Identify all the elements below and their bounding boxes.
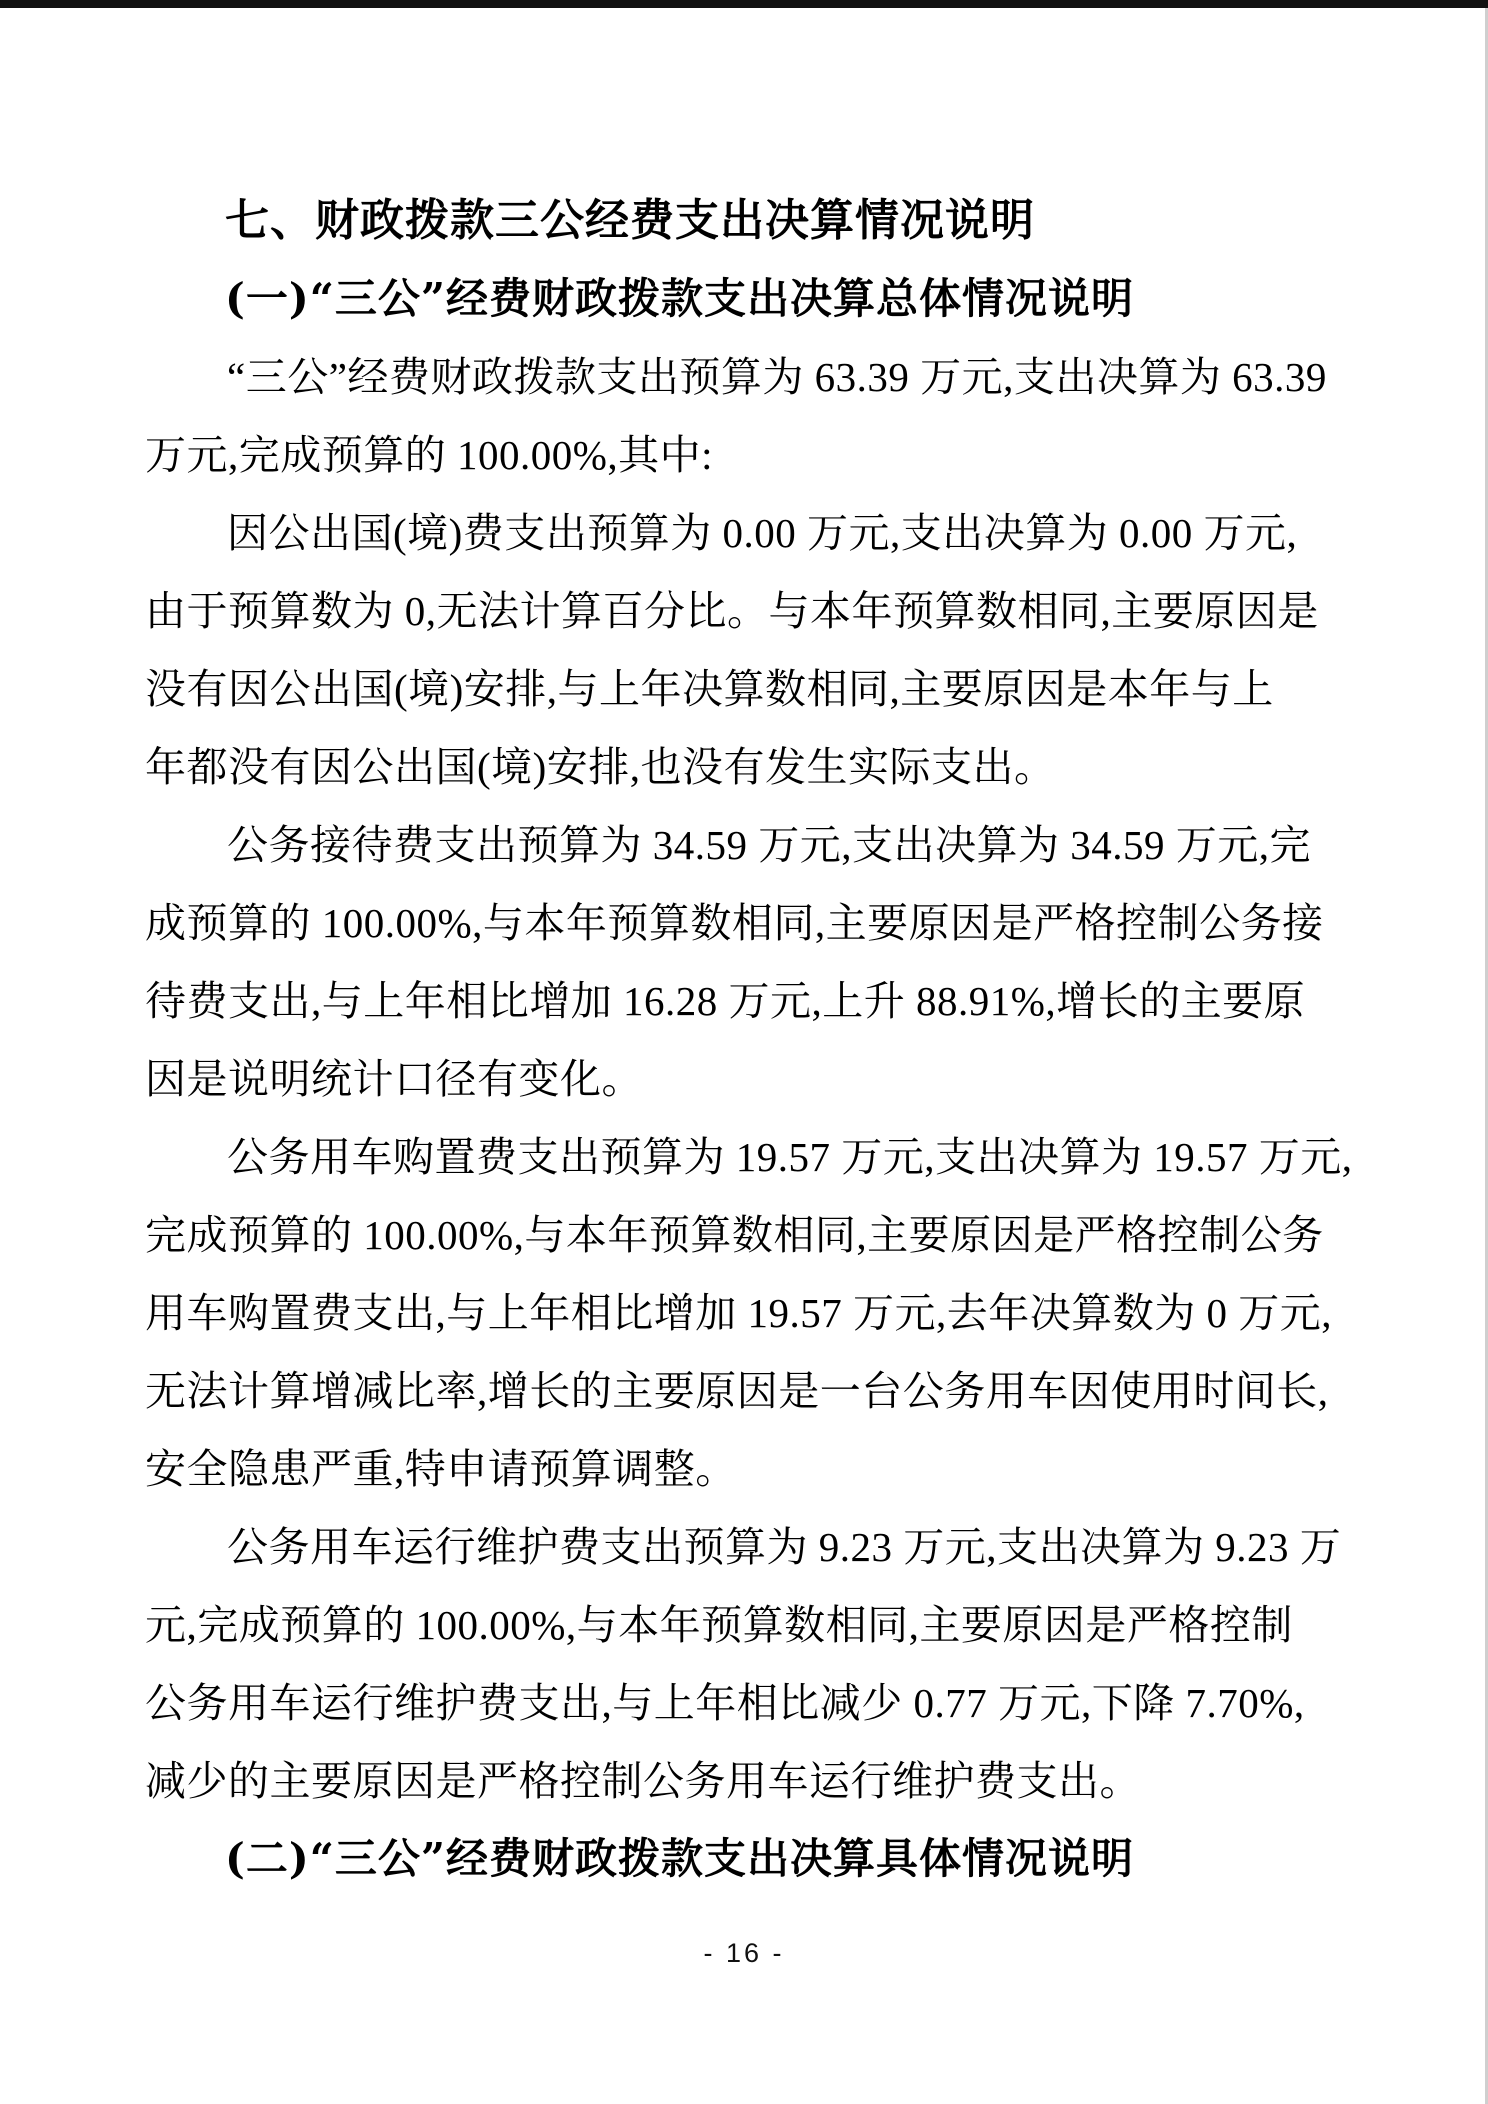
paragraph-line: 待费支出,与上年相比增加 16.28 万元,上升 88.91%,增长的主要原 — [145, 978, 1306, 1024]
paragraph-line: 公务用车运行维护费支出,与上年相比减少 0.77 万元,下降 7.70%, — [145, 1680, 1305, 1726]
page-top-border — [0, 0, 1488, 8]
paragraph — [145, 1508, 1398, 1820]
paragraph-line: 用车购置费支出,与上年相比增加 19.57 万元,去年决算数为 0 万元, — [145, 1290, 1332, 1336]
paragraph — [145, 338, 1398, 494]
paragraph-line: 无法计算增减比率,增长的主要原因是一台公务用车因使用时间长, — [145, 1368, 1329, 1414]
page-number: - 16 - — [703, 1938, 785, 1968]
paragraph-line: 没有因公出国(境)安排,与上年决算数相同,主要原因是本年与上 — [145, 666, 1274, 712]
paragraph-line: 成预算的 100.00%,与本年预算数相同,主要原因是严格控制公务接 — [145, 900, 1324, 946]
paragraph — [145, 806, 1398, 1118]
paragraph-line: 完成预算的 100.00%,与本年预算数相同,主要原因是严格控制公务 — [145, 1212, 1324, 1258]
paragraph-line: 由于预算数为 0,无法计算百分比。与本年预算数相同,主要原因是 — [145, 588, 1319, 634]
paragraph — [145, 1118, 1398, 1508]
paragraph-line: 元,完成预算的 100.00%,与本年预算数相同,主要原因是严格控制 — [145, 1602, 1293, 1648]
paragraph-line: 因是说明统计口径有变化。 — [145, 1056, 643, 1102]
paragraph-line: 公务用车购置费支出预算为 19.57 万元,支出决算为 19.57 万元, — [227, 1134, 1353, 1180]
paragraph-line: “三公”经费财政拨款支出预算为 63.39 万元,支出决算为 63.39 — [227, 354, 1327, 400]
subsection-heading-2: (二)“三公”经费财政拨款支出决算具体情况说明 — [225, 1834, 1135, 1883]
section-heading-main: 七、财政拨款三公经费支出决算情况说明 — [225, 196, 1035, 245]
page-content — [145, 182, 1398, 1898]
paragraph-line: 公务用车运行维护费支出预算为 9.23 万元,支出决算为 9.23 万 — [227, 1524, 1342, 1570]
paragraph-line: 安全隐患严重,特申请预算调整。 — [145, 1446, 737, 1492]
paragraph — [145, 494, 1398, 806]
paragraph-line: 公务接待费支出预算为 34.59 万元,支出决算为 34.59 万元,完 — [227, 822, 1311, 868]
subsection-heading-1: (一)“三公”经费财政拨款支出决算总体情况说明 — [225, 274, 1135, 323]
paragraph-line: 年都没有因公出国(境)安排,也没有发生实际支出。 — [145, 744, 1056, 790]
paragraph-line: 万元,完成预算的 100.00%,其中: — [145, 432, 714, 478]
paragraph-line: 因公出国(境)费支出预算为 0.00 万元,支出决算为 0.00 万元, — [227, 510, 1298, 556]
paragraph-line: 减少的主要原因是严格控制公务用车运行维护费支出。 — [145, 1758, 1141, 1804]
